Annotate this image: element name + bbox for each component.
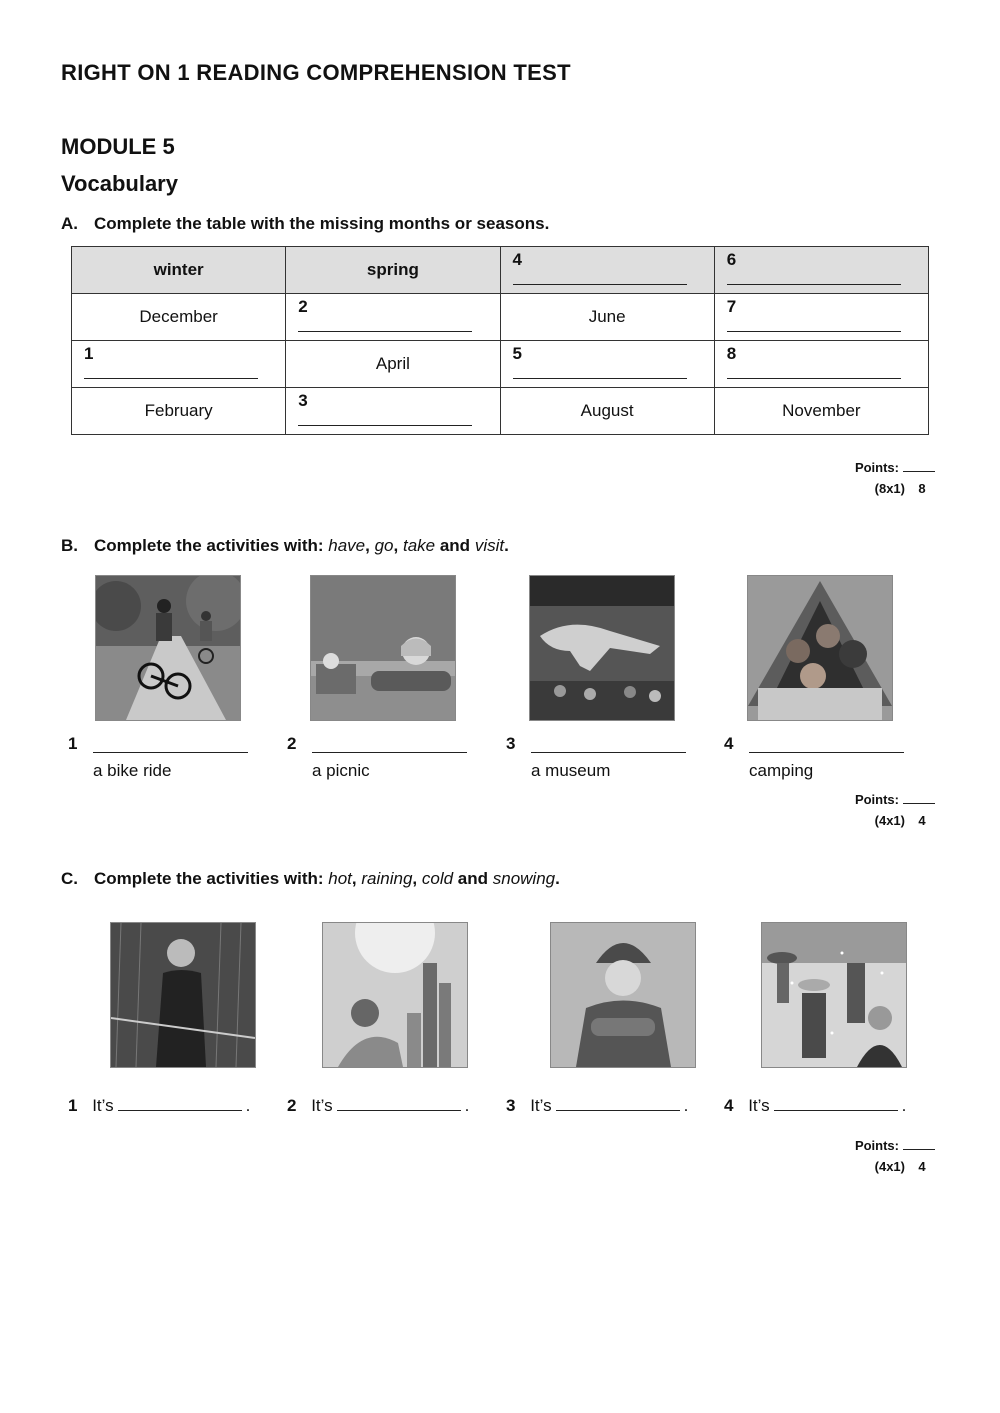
part-letter: B. xyxy=(61,536,78,555)
cell-text: April xyxy=(375,354,410,373)
part-a-instruction xyxy=(61,214,549,234)
table-cell xyxy=(72,388,286,435)
section-heading: Vocabulary xyxy=(61,171,178,196)
cell-text: November xyxy=(782,401,861,420)
answer-blank[interactable] xyxy=(727,270,901,285)
answer-blank[interactable] xyxy=(298,411,472,426)
points-total: 4 xyxy=(918,1159,926,1174)
answer-blank[interactable] xyxy=(513,364,687,379)
points-calc: (4x1) xyxy=(874,1159,905,1174)
bike-ride-photo xyxy=(95,575,241,721)
blank-number: 2 xyxy=(298,297,308,316)
option-word: cold xyxy=(421,869,454,888)
table-row xyxy=(72,341,929,388)
activity-caption: a picnic xyxy=(312,761,370,780)
part-b-instruction: B. Complete the activities with: have, go, take and visit. xyxy=(61,536,509,555)
blank-number: 8 xyxy=(726,344,737,363)
weather-sentence xyxy=(68,1094,250,1116)
item-number: 3 xyxy=(506,734,516,753)
table-cell[interactable] xyxy=(286,388,500,435)
part-a-letter: A. xyxy=(61,214,78,233)
page-title: RIGHT ON 1 READING COMPREHENSION TEST xyxy=(61,60,571,85)
blank-number: 6 xyxy=(726,250,737,269)
points-total: 8 xyxy=(918,481,926,496)
blank-number: 5 xyxy=(512,344,522,363)
answer-blank[interactable] xyxy=(312,736,467,753)
sentence-suffix: . xyxy=(683,1096,689,1115)
option-word: visit xyxy=(474,536,505,555)
part-c-points xyxy=(800,1135,935,1177)
conjunction: and xyxy=(457,869,489,888)
points-calc: (8x1) xyxy=(874,481,905,496)
item-number: 1 xyxy=(68,1096,78,1115)
answer-blank[interactable] xyxy=(513,270,687,285)
sentence-prefix: It’s xyxy=(748,1096,770,1115)
picnic-photo xyxy=(310,575,456,721)
answer-blank[interactable] xyxy=(93,736,248,753)
rain-photo xyxy=(110,922,256,1068)
table-cell[interactable] xyxy=(714,294,928,341)
answer-blank[interactable] xyxy=(531,736,686,753)
table-cell xyxy=(500,388,714,435)
answer-blank[interactable] xyxy=(727,364,901,379)
table-cell xyxy=(72,294,286,341)
hot-city-photo xyxy=(322,922,468,1068)
points-total: 4 xyxy=(918,813,926,828)
item-number: 2 xyxy=(287,1096,297,1115)
points-label: Points: xyxy=(854,1138,899,1153)
answer-blank[interactable] xyxy=(556,1094,680,1111)
item-number: 2 xyxy=(287,734,297,753)
part-b-points xyxy=(800,789,935,831)
blank-number: 3 xyxy=(298,391,308,410)
table-cell[interactable] xyxy=(72,341,286,388)
cold-girl-photo xyxy=(550,922,696,1068)
part-a-text: Complete the table with the missing months or seasons. xyxy=(94,214,550,233)
table-row xyxy=(72,388,929,435)
option-word: snowing xyxy=(492,869,556,888)
module-heading: MODULE 5 xyxy=(61,134,175,159)
table-row xyxy=(72,247,929,294)
item-number: 3 xyxy=(506,1096,516,1115)
answer-blank[interactable] xyxy=(337,1094,461,1111)
blank-number: 7 xyxy=(726,297,737,316)
answer-blank[interactable] xyxy=(774,1094,898,1111)
answer-blank[interactable] xyxy=(118,1094,242,1111)
item-number: 4 xyxy=(724,734,734,753)
sentence-suffix: . xyxy=(245,1096,251,1115)
cell-text: June xyxy=(588,307,626,326)
weather-sentence xyxy=(287,1094,469,1116)
answer-blank[interactable] xyxy=(749,736,904,753)
cell-text: winter xyxy=(153,260,204,279)
table-cell xyxy=(714,388,928,435)
cell-text: February xyxy=(144,401,213,420)
item-number: 1 xyxy=(68,734,78,753)
points-blank[interactable] xyxy=(903,458,935,472)
table-cell xyxy=(500,294,714,341)
sentence-prefix: It’s xyxy=(311,1096,333,1115)
option-word: have xyxy=(328,536,366,555)
item-number: 4 xyxy=(724,1096,734,1115)
cell-text: December xyxy=(139,307,218,326)
camping-photo xyxy=(747,575,893,721)
table-cell[interactable] xyxy=(714,247,928,294)
activity-caption: a bike ride xyxy=(93,761,172,780)
cell-text: August xyxy=(580,401,634,420)
answer-blank[interactable] xyxy=(298,317,472,332)
option-word: hot xyxy=(328,869,352,888)
table-cell[interactable] xyxy=(286,294,500,341)
sentence-suffix: . xyxy=(464,1096,470,1115)
points-label: Points: xyxy=(854,792,899,807)
weather-sentence xyxy=(506,1094,688,1116)
part-letter: C. xyxy=(61,869,78,888)
points-blank[interactable] xyxy=(903,1136,935,1150)
points-calc: (4x1) xyxy=(874,813,905,828)
instruction-lead: Complete the activities with: xyxy=(94,536,329,555)
points-label: Points: xyxy=(854,460,899,475)
sentence-suffix: . xyxy=(901,1096,907,1115)
answer-blank[interactable] xyxy=(727,317,901,332)
weather-sentence xyxy=(724,1094,906,1116)
instruction-lead: Complete the activities with: xyxy=(94,869,329,888)
table-cell xyxy=(72,247,286,294)
table-cell[interactable] xyxy=(500,247,714,294)
part-c-instruction: C. Complete the activities with: hot, raining, cold and snowing. xyxy=(61,869,560,888)
months-seasons-table xyxy=(71,246,929,435)
part-a-points xyxy=(800,457,935,499)
sentence-prefix: It’s xyxy=(92,1096,114,1115)
option-word: go xyxy=(374,536,394,555)
museum-photo xyxy=(529,575,675,721)
table-cell[interactable] xyxy=(500,341,714,388)
snow-photo xyxy=(761,922,907,1068)
answer-blank[interactable] xyxy=(84,364,258,379)
cell-text: spring xyxy=(366,260,419,279)
activity-caption: a museum xyxy=(531,761,611,780)
table-cell xyxy=(286,247,500,294)
table-row xyxy=(72,294,929,341)
blank-number: 1 xyxy=(84,344,94,363)
points-blank[interactable] xyxy=(903,790,935,804)
blank-number: 4 xyxy=(512,250,522,269)
sentence-prefix: It’s xyxy=(530,1096,552,1115)
option-word: raining xyxy=(361,869,413,888)
table-cell[interactable] xyxy=(714,341,928,388)
conjunction: and xyxy=(439,536,471,555)
table-cell xyxy=(286,341,500,388)
activity-caption: camping xyxy=(749,761,814,780)
option-word: take xyxy=(402,536,436,555)
